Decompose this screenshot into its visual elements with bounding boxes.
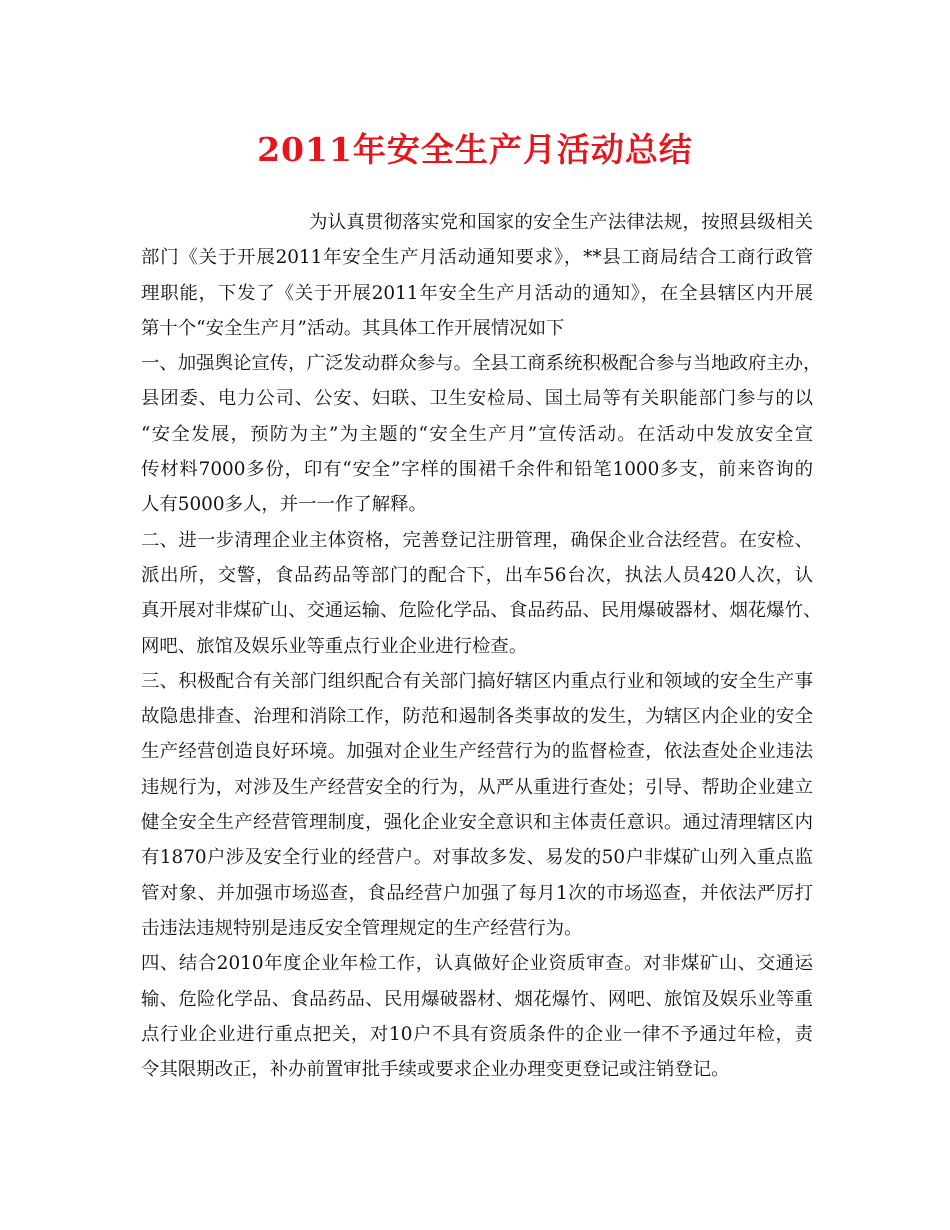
paragraph-line: 违规行为，对涉及生产经营安全的行为，从严从重进行查处；引导、帮助企业建立 — [141, 776, 813, 798]
paragraph-line: 四、结合2010年度企业年检工作，认真做好企业资质审查。对非煤矿山、交通运 — [141, 953, 813, 975]
paragraph-line: 生产经营创造良好环境。加强对企业生产经营行为的监督检查，依法查处企业违法 — [141, 741, 813, 763]
document-body — [141, 205, 822, 1087]
paragraph-line: 一、加强舆论宣传，广泛发动群众参与。全县工商系统积极配合参与当地政府主办， — [141, 353, 822, 375]
paragraph-line: 理职能，下发了《关于开展2011年安全生产月活动的通知》，在全县辖区内开展 — [141, 282, 813, 304]
paragraph-line: 二、进一步清理企业主体资格，完善登记注册管理，确保企业合法经营。在安检、 — [141, 529, 813, 551]
paragraph-line: 第十个“安全生产月”活动。其具体工作开展情况如下 — [141, 317, 565, 339]
paragraph-line: “安全发展，预防为主”为主题的“安全生产月”宣传活动。在活动中发放安全宣 — [141, 423, 813, 445]
paragraph-line: 有1870户涉及安全行业的经营户。对事故多发、易发的50户非煤矿山列入重点监 — [141, 847, 813, 869]
paragraph-line: 人有5000多人，并一一作了解释。 — [141, 494, 427, 516]
paragraph-line: 三、积极配合有关部门组织配合有关部门搞好辖区内重点行业和领域的安全生产事 — [141, 670, 813, 692]
paragraph-line: 令其限期改正，补办前置审批手续或要求企业办理变更登记或注销登记。 — [141, 1059, 730, 1081]
paragraph-line: 为认真贯彻落实党和国家的安全生产法律法规，按照县级相关 — [309, 212, 813, 233]
paragraph-line: 管对象、并加强市场巡查，食品经营户加强了每月1次的市场巡查，并依法严厉打 — [141, 882, 813, 904]
paragraph-line: 派出所，交警，食品药品等部门的配合下，出车56台次，执法人员420人次，认 — [141, 564, 813, 586]
paragraph-line: 击违法违规特别是违反安全管理规定的生产经营行为。 — [141, 917, 583, 939]
paragraph-line: 真开展对非煤矿山、交通运输、危险化学品、食品药品、民用爆破器材、烟花爆竹、 — [141, 600, 822, 622]
paragraph-line: 部门《关于开展2011年安全生产月活动通知要求》，**县工商局结合工商行政管 — [141, 247, 813, 269]
paragraph-line: 网吧、旅馆及娱乐业等重点行业企业进行检查。 — [141, 635, 528, 657]
paragraph-line: 故隐患排查、治理和消除工作，防范和遏制各类事故的发生，为辖区内企业的安全 — [141, 706, 813, 728]
paragraph-line: 健全安全生产经营管理制度，强化企业安全意识和主体责任意识。通过清理辖区内 — [141, 812, 813, 834]
paragraph-line: 输、危险化学品、食品药品、民用爆破器材、烟花爆竹、网吧、旅馆及娱乐业等重 — [141, 988, 813, 1010]
paragraph-line: 传材料7000多份，印有“安全”字样的围裙千余件和铅笔1000多支，前来咨询的 — [141, 459, 813, 481]
paragraph-line: 县团委、电力公司、公安、妇联、卫生安检局、国土局等有关职能部门参与的以 — [141, 388, 813, 410]
paragraph-line: 点行业企业进行重点把关，对10户不具有资质条件的企业一律不予通过年检，责 — [141, 1023, 813, 1045]
document-title: 2011年安全生产月活动总结 — [257, 130, 693, 169]
